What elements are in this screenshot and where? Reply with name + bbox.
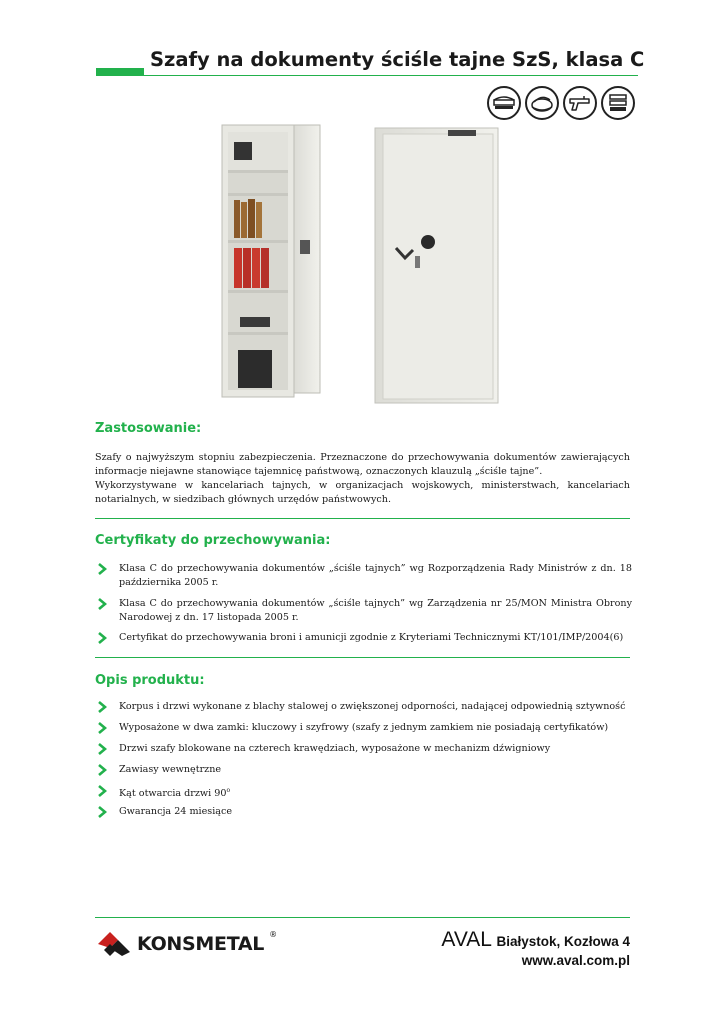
section-heading-opis: Opis produktu: [95, 673, 205, 688]
street-address: Białystok, Kozłowa 4 [496, 934, 630, 949]
chevron-right-icon [97, 701, 107, 713]
list-item [97, 631, 632, 645]
list-item-text: Wyposażone w dwa zamki: kluczowy i szyfrowy (szafy z jednym zamkiem nie posiadają certyfikatów) [119, 722, 609, 733]
weapons-icon [563, 86, 597, 120]
chevron-right-icon [97, 764, 107, 776]
chevron-right-icon [97, 632, 107, 644]
zastosowanie-text [95, 451, 630, 507]
section-divider [95, 518, 630, 519]
page-title: Szafy na dokumenty ściśle tajne SzS, klasa C [150, 48, 645, 71]
list-item-text: Gwarancja 24 miesiące [119, 806, 233, 817]
chevron-right-icon [97, 722, 107, 734]
list-item-text: Klasa C do przechowywania dokumentów „ściśle tajnych” wg Rozporządzenia Rady Ministrów z dn. 18 października 2005 r. [119, 563, 632, 588]
zastosowanie-paragraph-2: Wykorzystywane w kancelariach tajnych, w organizacjach wojskowych, ministerstwach, kancelariach notarialnych, w siedzibach głównych urzędów państwowych. [95, 480, 630, 505]
list-item [97, 562, 632, 590]
company-name: AVAL [441, 928, 492, 951]
list-item [97, 721, 632, 735]
chevron-right-icon [97, 743, 107, 755]
list-item [97, 700, 632, 714]
list-item [97, 805, 632, 819]
title-accent-bar [96, 68, 144, 76]
section-divider [95, 657, 630, 658]
data-carriers-icon [601, 86, 635, 120]
usage-icons [487, 86, 635, 120]
list-item [97, 597, 632, 625]
list-item-text: Zawiasy wewnętrzne [119, 764, 222, 775]
list-item [97, 763, 632, 777]
registered-mark: ® [269, 929, 278, 939]
website-link[interactable]: www.aval.com.pl [521, 953, 630, 968]
list-item-text: Certyfikat do przechowywania broni i amunicji zgodnie z Kryteriami Technicznymi KT/101/IMP/2004(6) [119, 632, 624, 643]
section-heading-zastosowanie: Zastosowanie: [95, 421, 202, 436]
section-heading-certyfikaty: Certyfikaty do przechowywania: [95, 533, 331, 548]
degree-sign: o [226, 787, 231, 794]
chevron-right-icon [97, 563, 107, 575]
documents-icon [487, 86, 521, 120]
konsmetal-emblem-icon [96, 930, 132, 958]
list-item-text: Kąt otwarcia drzwi 90 [119, 788, 227, 800]
title-underline [144, 75, 638, 76]
list-item-text: Klasa C do przechowywania dokumentów „ściśle tajnych” wg Zarządzenia nr 25/MON Ministra Obrony Narodowej z dn. 17 listopada 2005 r. [119, 598, 632, 623]
konsmetal-logo [96, 930, 277, 958]
chevron-right-icon [97, 598, 107, 610]
cash-icon [525, 86, 559, 120]
chevron-right-icon [97, 785, 107, 797]
list-item [97, 742, 632, 756]
list-item-text: Korpus i drzwi wykonane z blachy stalowej o zwiększonej odporności, nadającej odpowiednią sztywność [119, 701, 626, 712]
zastosowanie-paragraph-1: Szafy o najwyższym stopniu zabezpieczenia. Przeznaczone do przechowywania dokumentów zawierających informacje niejawne stanowiące tajemnicę państwową, oznaczonych klauzulą „ściśle tajne”. [95, 452, 630, 477]
list-item [97, 784, 632, 801]
logo-text: KONSMETAL [137, 933, 265, 955]
footer-divider [95, 917, 630, 918]
address-block [441, 928, 630, 968]
list-item-text: Drzwi szafy blokowane na czterech krawędziach, wyposażone w mechanizm dźwigniowy [119, 743, 551, 754]
chevron-right-icon [97, 806, 107, 818]
product-photo [220, 120, 510, 420]
